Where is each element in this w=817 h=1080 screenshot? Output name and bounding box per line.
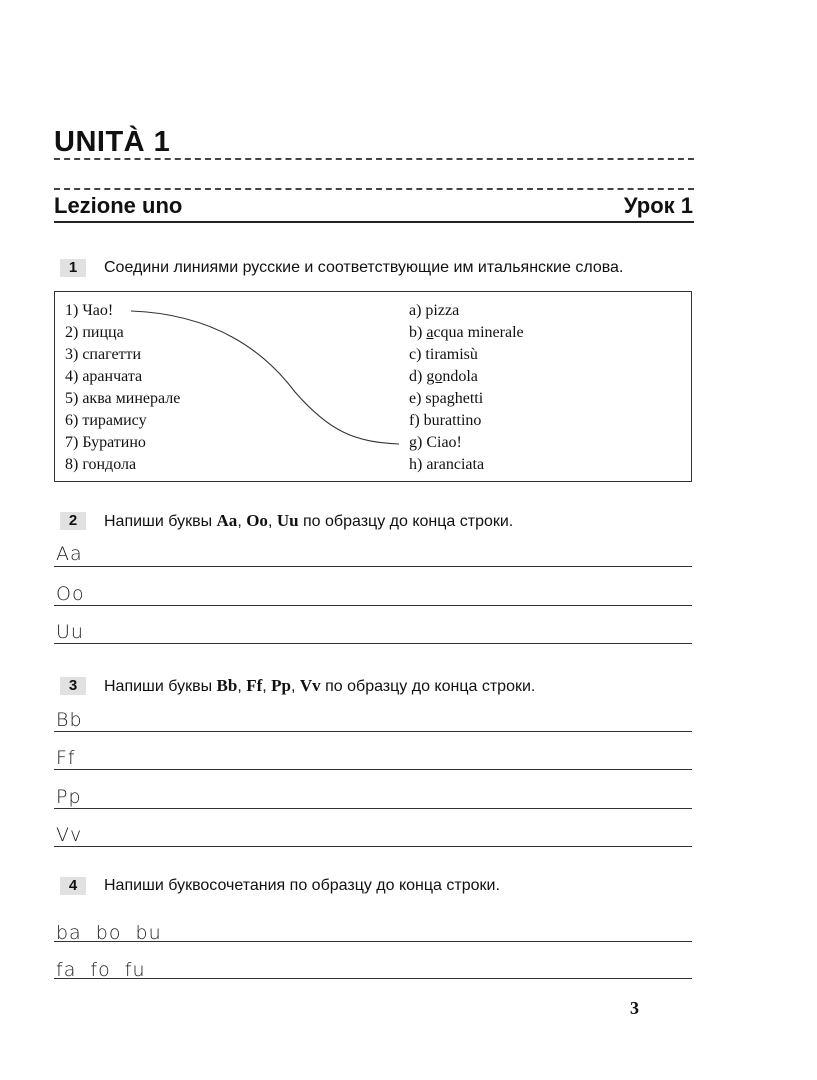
italian-word: h) aranciata	[409, 456, 485, 473]
italian-word: b) acqua minerale	[409, 324, 524, 341]
writing-line[interactable]	[54, 643, 692, 644]
russian-word: 4) аранчата	[65, 368, 143, 385]
writing-line[interactable]	[54, 769, 692, 770]
exercise-number: 4	[60, 877, 86, 895]
dashed-divider	[54, 188, 694, 190]
italian-word: g) Ciao!	[409, 434, 462, 451]
italian-word: e) spaghetti	[409, 390, 484, 407]
italian-word: d) gondola	[409, 368, 478, 385]
russian-word: 1) Чао!	[65, 302, 114, 319]
russian-word: 8) гондола	[65, 456, 137, 473]
lesson-title-italian: Lezione uno	[54, 193, 183, 218]
writing-line[interactable]	[54, 731, 692, 732]
handwriting-sample: Oo	[56, 583, 85, 605]
russian-word: 3) спагетти	[65, 346, 142, 363]
russian-word: 6) тирамису	[65, 412, 147, 429]
writing-line[interactable]	[54, 566, 692, 567]
writing-line[interactable]	[54, 978, 692, 979]
handwriting-sample: Bb	[56, 709, 83, 731]
exercise-instruction: Напиши буквы Aa, Oo, Uu по образцу до конца строки.	[104, 511, 514, 530]
exercise-instruction: Напиши буквы Bb, Ff, Pp, Vv по образцу до конца строки.	[104, 676, 536, 695]
writing-line[interactable]	[54, 941, 692, 942]
handwriting-sample: fa fo fu	[56, 959, 146, 981]
handwriting-sample: Aa	[56, 543, 83, 565]
exercise-number: 1	[60, 259, 86, 277]
handwriting-sample: Pp	[56, 786, 82, 808]
russian-word: 7) Буратино	[65, 434, 146, 451]
exercise-number: 2	[60, 512, 86, 530]
dashed-divider	[54, 158, 694, 160]
unit-title: UNITÀ 1	[54, 126, 171, 158]
exercise-instruction: Напиши буквосочетания по образцу до конца строки.	[104, 877, 500, 894]
page-number: 3	[630, 998, 639, 1018]
italian-word: a) pizza	[409, 302, 460, 319]
matching-box	[54, 291, 692, 482]
exercise-instruction: Соедини линиями русские и соответствующие им итальянские слова.	[104, 259, 624, 276]
russian-word: 5) аква минерале	[65, 390, 181, 407]
writing-line[interactable]	[54, 846, 692, 847]
exercise-number: 3	[60, 677, 86, 695]
lesson-title-russian: Урок 1	[623, 193, 693, 218]
handwriting-sample: Vv	[56, 824, 83, 846]
italian-word: c) tiramisù	[409, 346, 478, 363]
solid-divider	[54, 221, 694, 223]
russian-word-list	[65, 300, 180, 476]
handwriting-sample: Uu	[56, 621, 84, 643]
handwriting-sample: Ff	[56, 747, 76, 769]
writing-line[interactable]	[54, 808, 692, 809]
russian-word: 2) пицца	[65, 324, 124, 341]
italian-word-list	[409, 300, 524, 476]
writing-line[interactable]	[54, 605, 692, 606]
italian-word: f) burattino	[409, 412, 482, 429]
handwriting-sample: ba bo bu	[56, 922, 162, 944]
